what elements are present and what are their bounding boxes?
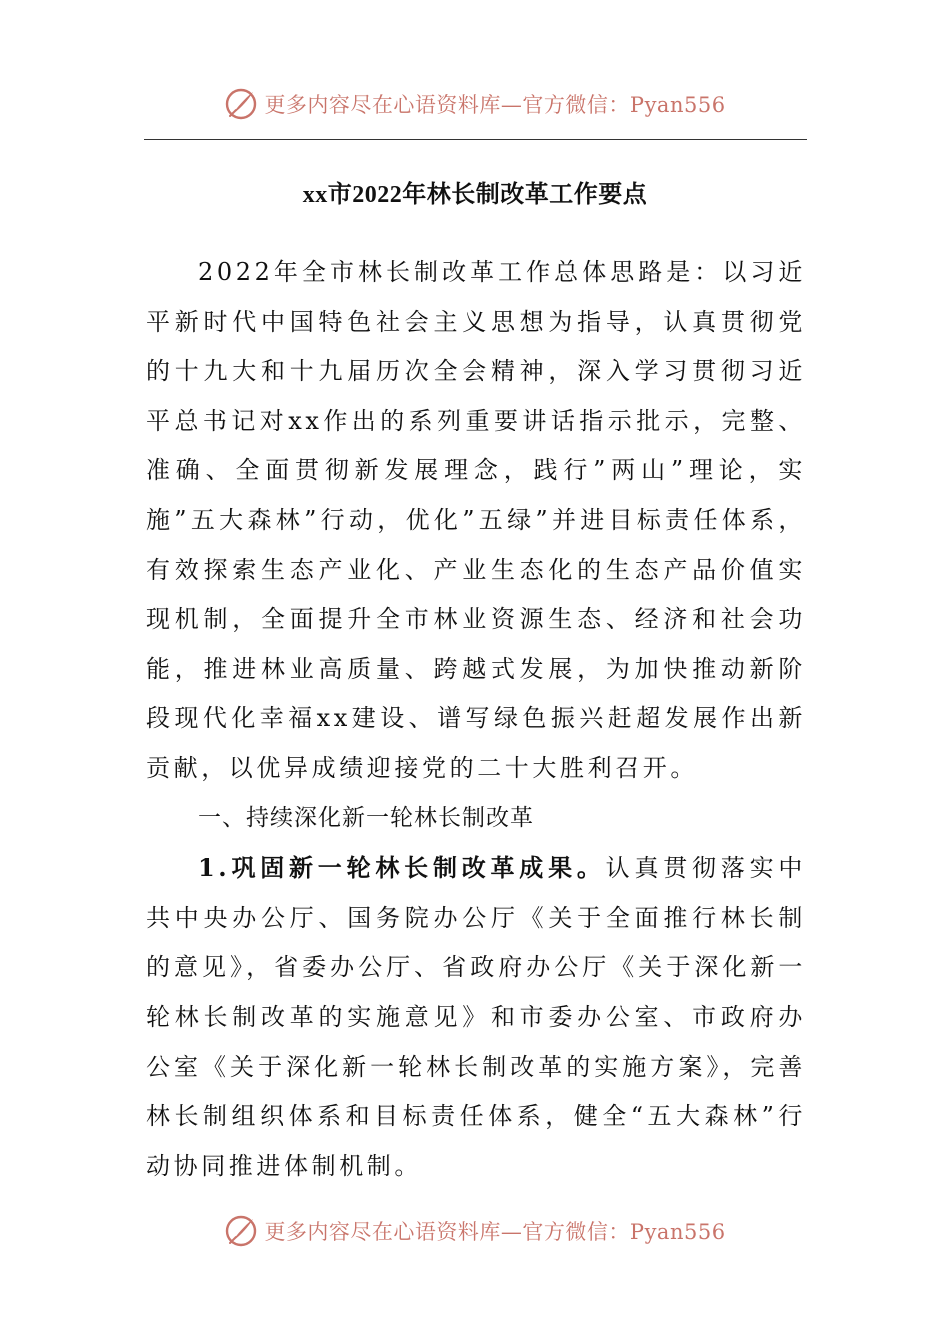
- intro-paragraph: 2022年全市林长制改革工作总体思路是：以习近平新时代中国特色社会主义思想为指导，认真贯彻党的十九大和十九届历次全会精神，深入学习贯彻习近平总书记对xx作出的系列重要讲话指示批示，完整、准确、全面贯彻新发展理念，践行”两山”理论，实施”五大森林”行动，优化”五绿”并进目标责任体系，有效探索生态产业化、产业生态化的生态产品价值实现机制，全面提升全市林业资源生态、经济和社会功能，推进林业高质量、跨越式发展，为加快推动新阶段现代化幸福xx建设、谱写绿色振兴赶超发展作出新贡献，以优异成绩迎接党的二十大胜利召开。: [146, 258, 806, 782]
- watermark-text: 更多内容尽在心语资料库—官方微信：Pyan556: [264, 1220, 726, 1244]
- watermark-text: 更多内容尽在心语资料库—官方微信：Pyan556: [264, 93, 726, 117]
- item-lead: 1.巩固新一轮林长制改革成果。: [198, 853, 606, 883]
- document-body: [146, 248, 806, 1191]
- header-divider: [144, 139, 807, 140]
- item-paragraph: [146, 843, 806, 1191]
- header-watermark: [0, 84, 950, 124]
- quill-logo-icon: [224, 1214, 258, 1248]
- document-title: xx市2022年林长制改革工作要点: [302, 182, 648, 208]
- section-heading: 一、持续深化新一轮林长制改革: [198, 804, 534, 831]
- footer-watermark: [0, 1211, 950, 1251]
- quill-logo-icon: [224, 87, 258, 121]
- item-text: 认真贯彻落实中共中央办公厅、国务院办公厅《关于全面推行林长制的意见》，省委办公厅、省政府办公厅《关于深化新一轮林长制改革的实施意见》和市委办公室、市政府办公室《关于深化新一轮林长制改革的实施方案》，完善林长制组织体系和目标责任体系，健全“五大森林”行动协同推进体制机制。: [146, 854, 806, 1180]
